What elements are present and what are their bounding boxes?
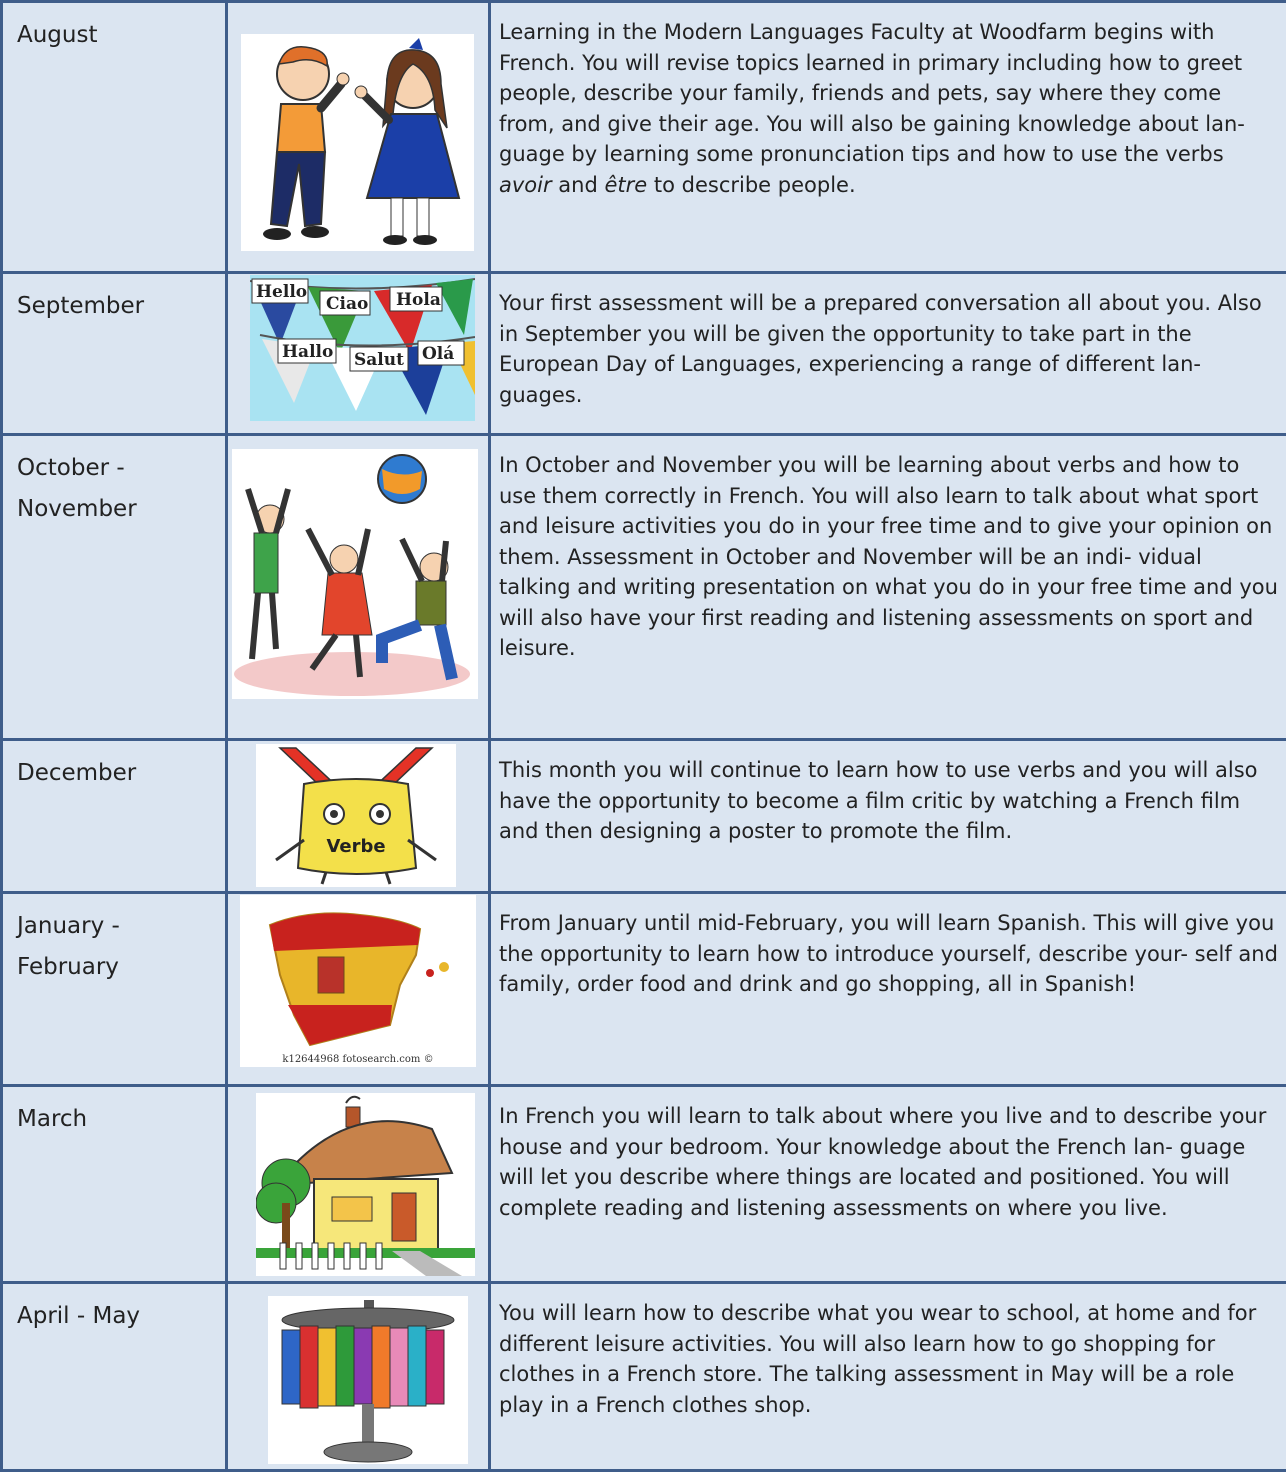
verbe-label: Verbe: [326, 836, 386, 857]
description-part: to describe people.: [647, 172, 856, 197]
table-row: [2, 740, 1286, 893]
month-cell: [2, 1086, 227, 1283]
image-cell: [227, 893, 490, 1086]
description-text: You will learn how to describe what you wear to school, at home and for different leisure activities. You will also learn how to go shopping for clothes in a French store. The talking assessment in May will be a role play in a French clothes shop.: [499, 1301, 1257, 1417]
description-cell: [490, 2, 1286, 273]
language-bunting-image: [250, 275, 475, 421]
bunting-label: Salut: [354, 350, 404, 370]
description-cell: [490, 1086, 1286, 1283]
month-label-line: November: [17, 496, 137, 522]
description-cell: [490, 435, 1286, 740]
bunting-label: Hello: [256, 282, 308, 302]
description-cell: [490, 273, 1286, 435]
verb-etre: être: [604, 172, 648, 197]
table-row: [2, 435, 1286, 740]
image-credit: k12644968 fotosearch.com ©: [282, 1054, 434, 1065]
month-cell: [2, 435, 227, 740]
month-label: [3, 894, 225, 988]
bunting-label: Ciao: [326, 294, 369, 314]
bunting-label: Olá: [422, 344, 455, 364]
image-cell: [227, 1086, 490, 1283]
description-text: [491, 3, 1286, 210]
month-cell: [2, 1283, 227, 1471]
table-row: [2, 1086, 1286, 1283]
table-row: [2, 2, 1286, 273]
month-cell: [2, 740, 227, 893]
children-playing-image: [232, 449, 478, 699]
spain-map-image: [240, 895, 476, 1067]
month-label-line: January -: [17, 913, 120, 939]
month-label: April - May: [17, 1303, 141, 1329]
description-text: In October and November you will be learning about verbs and how to use them correctly in French. You will also learn to talk about what sport and leisure activities you do in your free time and to give your opinion on them. Assessment in October and November will be an indi- vidual talking and writing presentation on what you do in your free time and you will also have your first reading and listening assessments on sport and leisure.: [499, 453, 1278, 660]
bunting-label: Hola: [396, 290, 441, 310]
table-row: [2, 893, 1286, 1086]
month-label: September: [17, 293, 145, 319]
children-waving-image: [241, 34, 474, 251]
description-text: From January until mid-February, you will learn Spanish. This will give you the opportunity to learn how to introduce yourself, describe your- self and family, order food and drink and go shopping, all in Spanish!: [499, 911, 1278, 996]
description-text: This month you will continue to learn how to use verbs and you will also have the opportunity to become a film critic by watching a French film and then designing a poster to promote the film.: [499, 758, 1258, 843]
month-label: August: [17, 22, 98, 48]
bunting-label: Hallo: [282, 342, 334, 362]
description-cell: [490, 740, 1286, 893]
month-label: March: [17, 1106, 88, 1132]
description-part: Learning in the Modern Languages Faculty at Woodfarm begins with French. You will revise topics learned in primary including how to greet people, describe your family, friends and pets, say where they come from, and give their age. You will also be gaining knowledge about lan- guage by learning some pronunciation tips and how to use the verbs: [499, 20, 1245, 166]
description-part: and: [551, 172, 605, 197]
table-row: [2, 1283, 1286, 1471]
image-cell: [227, 273, 490, 435]
image-cell: [227, 740, 490, 893]
description-cell: [490, 1283, 1286, 1471]
verbe-character-image: [256, 744, 456, 887]
month-cell: [2, 2, 227, 273]
house-image: [256, 1093, 475, 1276]
month-cell: [2, 273, 227, 435]
image-cell: [227, 1283, 490, 1471]
month-label: [3, 436, 225, 530]
table-row: [2, 273, 1286, 435]
month-cell: [2, 893, 227, 1086]
description-cell: [490, 893, 1286, 1086]
image-cell: [227, 435, 490, 740]
month-label-line: October -: [17, 455, 125, 481]
description-text: Your first assessment will be a prepared conversation all about you. Also in September you will be given the opportunity to take part in the European Day of Languages, experiencing a range of different lan- guages.: [499, 291, 1262, 407]
verb-avoir: avoir: [499, 172, 552, 197]
description-text: In French you will learn to talk about where you live and to describe your house and your bedroom. Your knowledge about the French lan- guage will let you describe where things are located and positioned. You will complete reading and listening assessments on where you live.: [499, 1104, 1267, 1220]
image-cell: [227, 2, 490, 273]
month-label: December: [17, 760, 137, 786]
month-label-line: February: [17, 954, 119, 980]
clothes-rack-image: [268, 1296, 468, 1464]
